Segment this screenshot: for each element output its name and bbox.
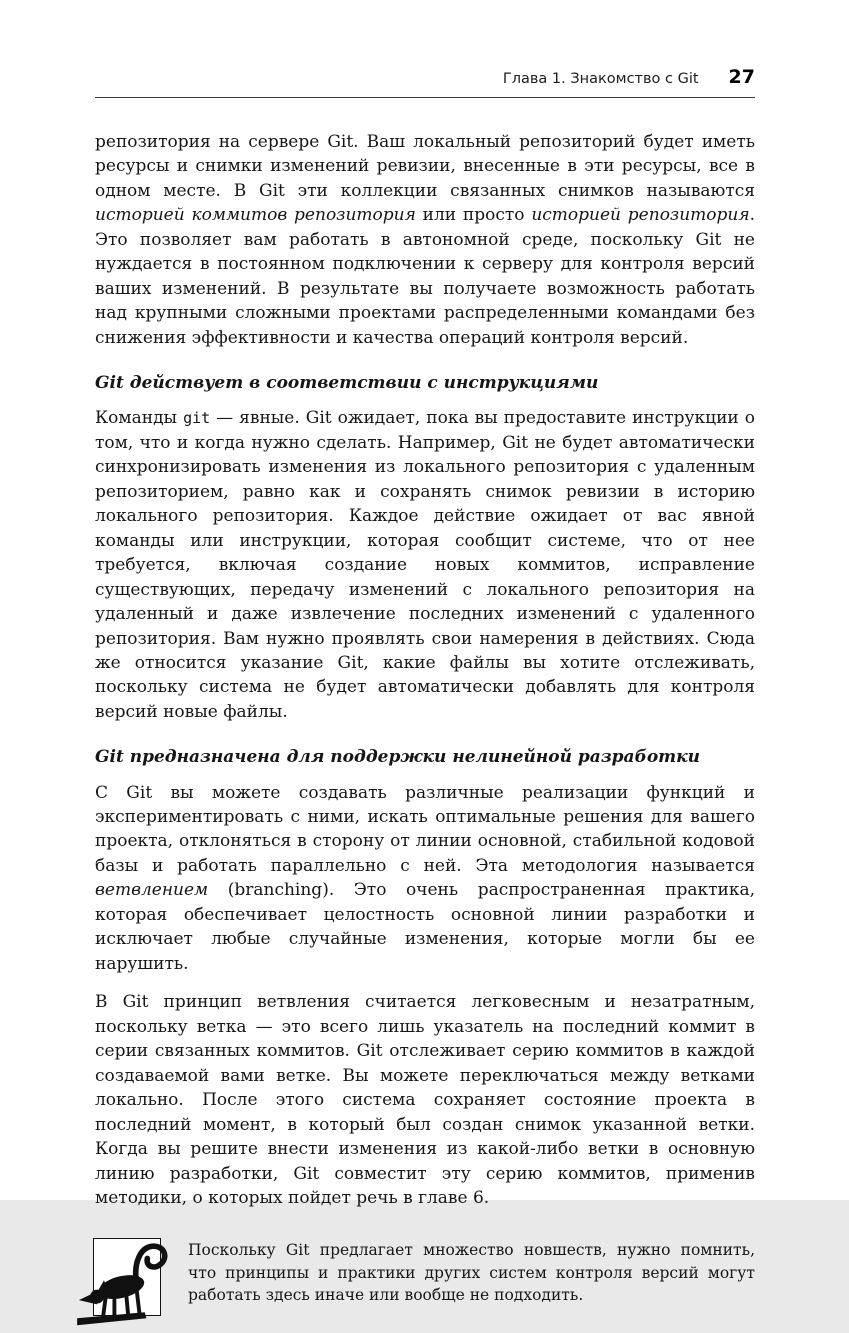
page-body [95, 130, 755, 1316]
paragraph-branching: В Git принцип ветвления считается легковесным и незатратным, поскольку ветка — это всего лишь указатель на последний коммит в серии связанных коммитов. Git отслеживает серию коммитов в каждой создаваемой вами ветке. Вы можете переключаться между ветками локально. После этого система сохраняет состояние проекта в последний момент, в который был создан снимок указанной ветки. Когда вы решите внести изменения из какой-либо ветки в основную линию разработки, Git совместит эту серию коммитов, применив методики, о которых пойдет речь в главе 6. [95, 992, 755, 1208]
paragraph-instructions: Команды git — явные. Git ожидает, пока вы предоставите инструкции о том, что и когда нужно сделать. Например, Git не будет автоматически синхронизировать изменения из локального репозитория с удаленным репозиторием, равно как и сохранять снимок ревизии в историю локального репозитория. Каждое действие ожидает от вас явной команды или инструкции, которая сообщит системе, что от нее требуется, включая создание новых коммитов, исправление существующих, передачу изменений с локального репозитория на удаленный и даже извлечение последних изменений с удаленного репозитория. Вам нужно проявлять свои намерения в действиях. Сюда же относится указание Git, какие файлы вы хотите отслеживать, поскольку система не будет автоматически добавлять для контроля версий новые файлы. [95, 408, 755, 722]
note-block [95, 1238, 755, 1316]
chapter-title: Глава 1. Знакомство с Git [502, 71, 699, 87]
header-rule [95, 97, 755, 98]
page-number: 27 [728, 66, 755, 88]
paragraph-intro-continuation: репозитория на сервере Git. Ваш локальный репозиторий будет иметь ресурсы и снимки изменений ревизии, внесенные в эти ресурсы, все в одном месте. В Git эти коллекции связанных снимков называются историей коммитов репозитория или просто историей репозитория. Это позволяет вам работать в автономной среде, поскольку Git не нуждается в постоянном подключении к серверу для контроля версий ваших изменений. В результате вы получаете возможность работать над крупными сложными проектами распределенными командами без снижения эффективности и качества операций контроля версий. [95, 132, 755, 348]
note-text: Поскольку Git предлагает множество новшеств, нужно помнить, что принципы и практики других систем контроля версий могут работать здесь иначе или вообще не подходить. [188, 1241, 755, 1305]
page-header [95, 66, 755, 88]
lemur-icon [93, 1238, 161, 1316]
paragraph-nonlinear: С Git вы можете создавать различные реализации функций и экспериментировать с ними, искать оптимальные решения для вашего проекта, отклоняться в сторону от линии основной, стабильной кодовой базы и работать параллельно с ней. Эта методология называется ветвлением (branching). Это очень распространенная практика, которая обеспечивает целостность основной линии разработки и исключает любые случайные изменения, которые могли бы ее нарушить. [95, 782, 755, 974]
section-heading-instructions: Git действует в соответствии с инструкциями [95, 373, 599, 394]
section-heading-nonlinear: Git предназначена для поддержки нелинейной разработки [95, 747, 701, 768]
